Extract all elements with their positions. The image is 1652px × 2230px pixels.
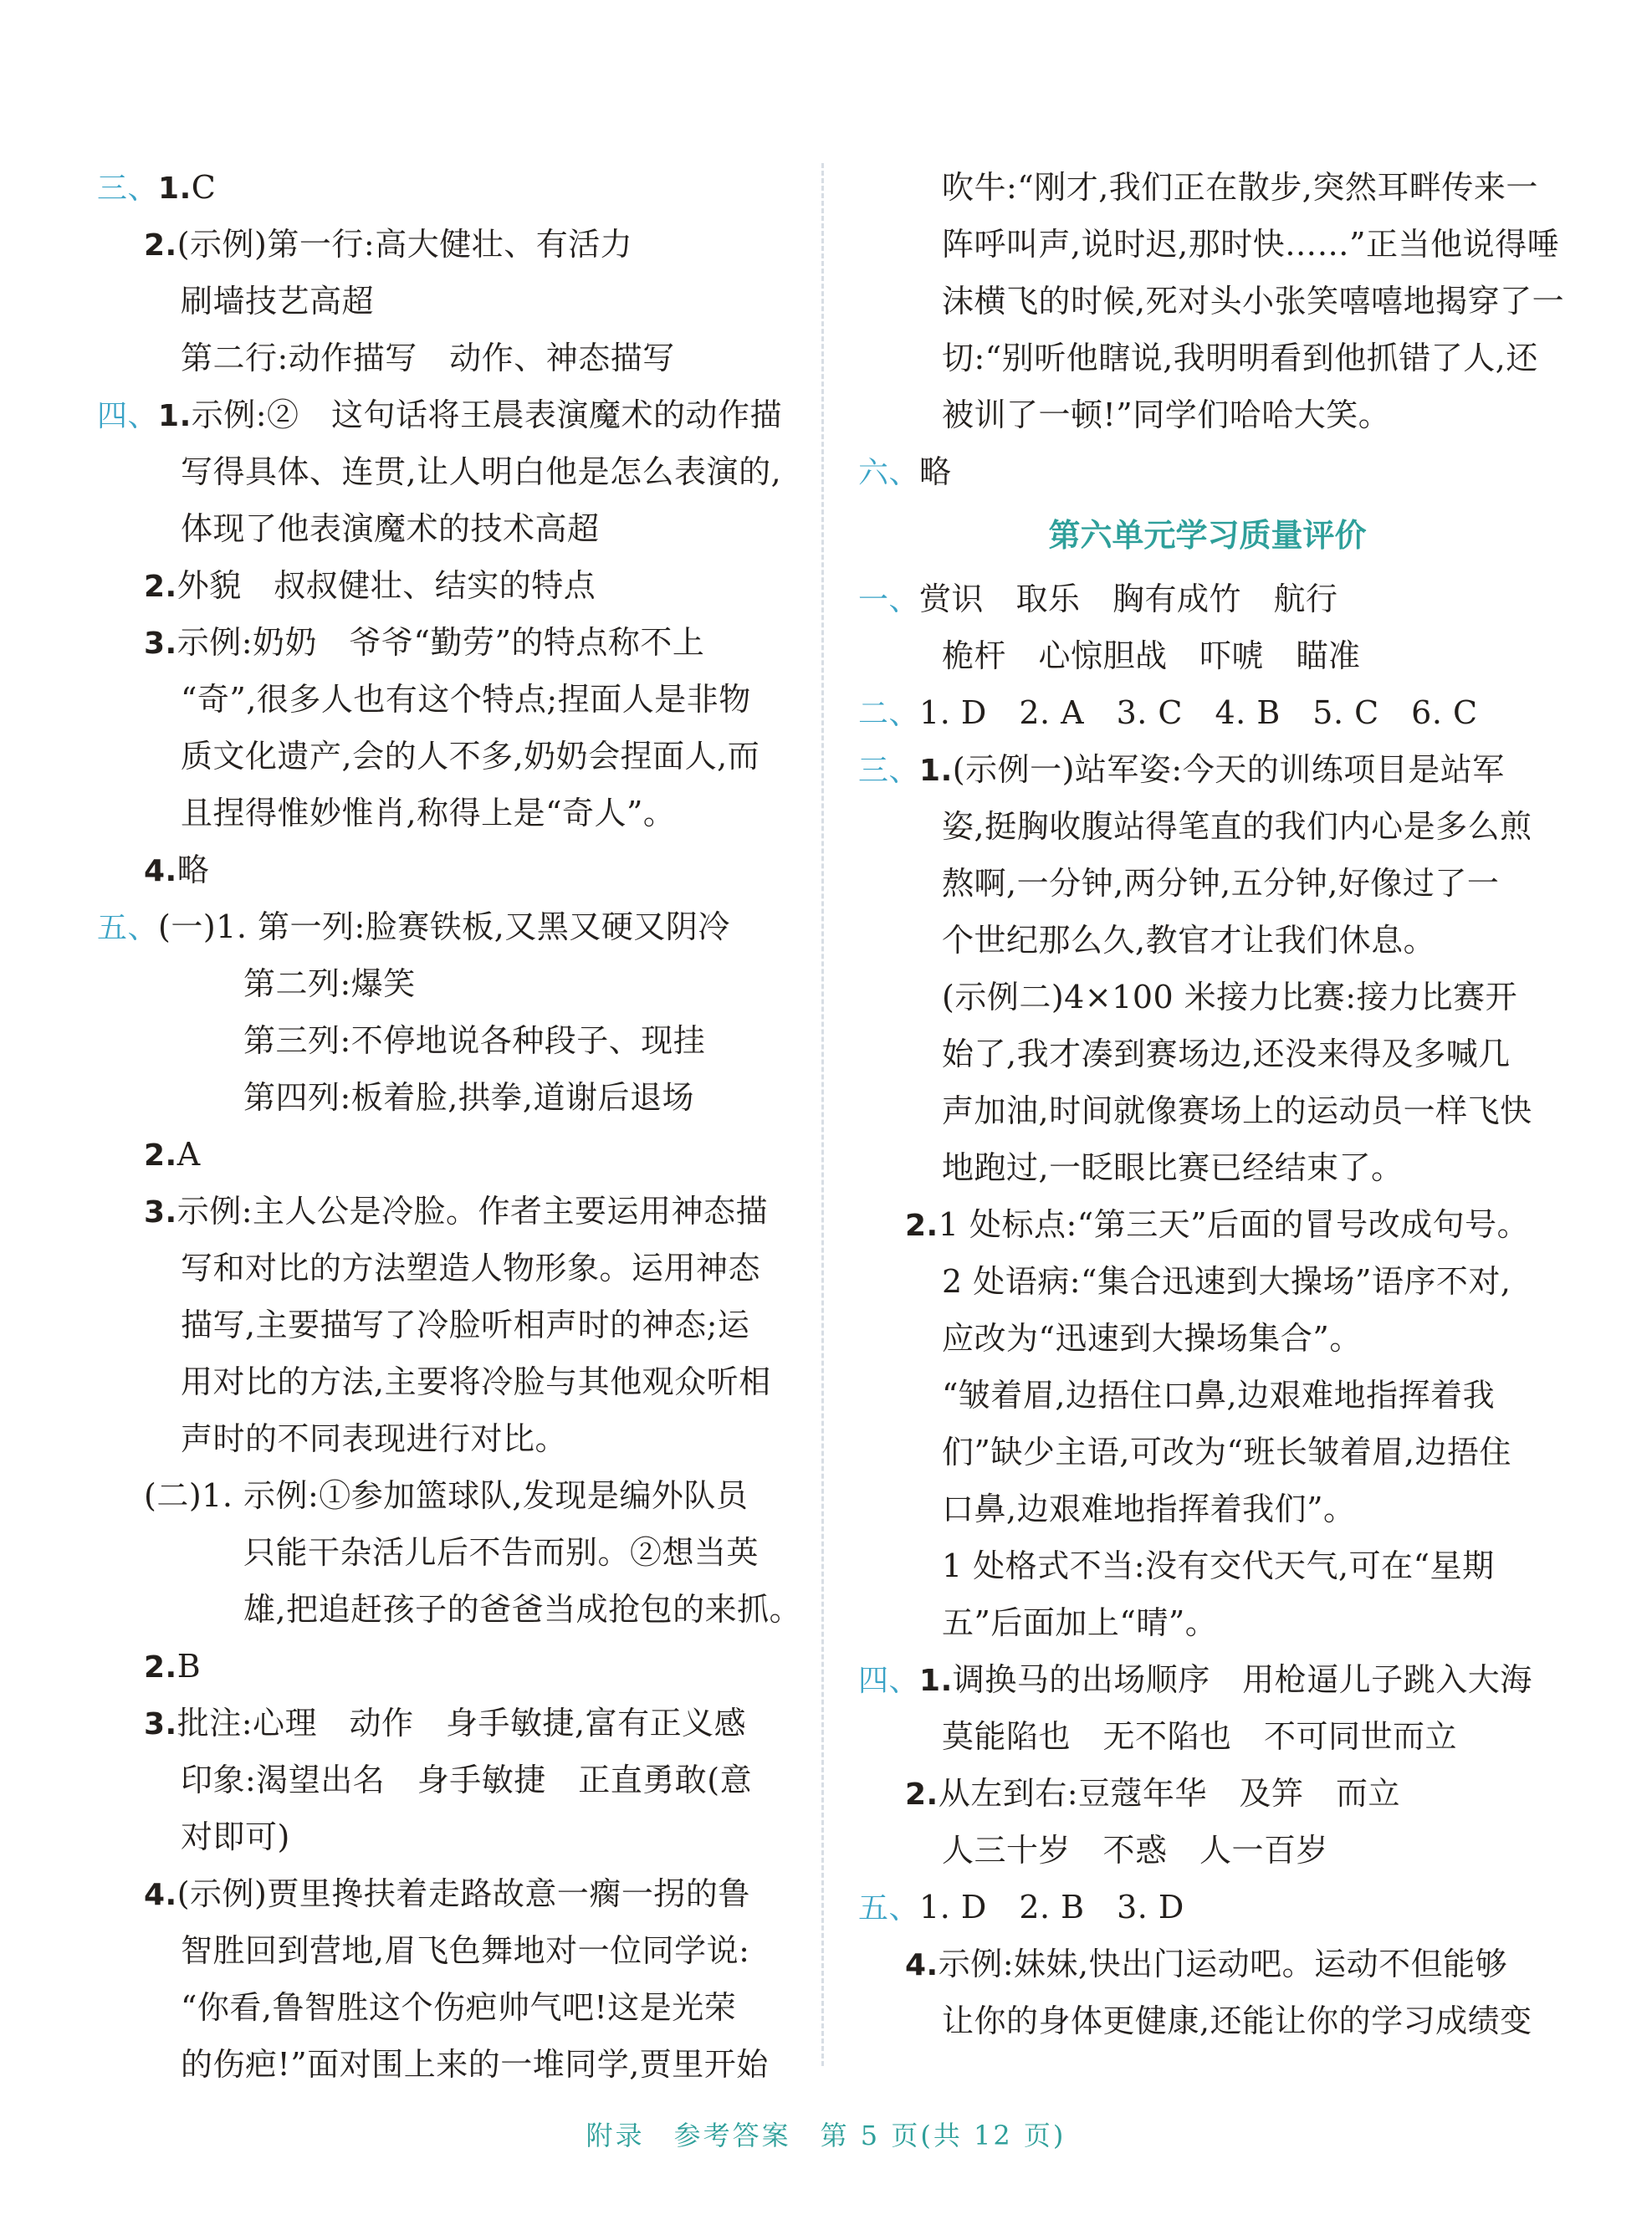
- answer-line: [97, 386, 791, 443]
- answer-text: 略: [919, 453, 952, 490]
- answer-line: [858, 1025, 1557, 1082]
- right-column-answers: [858, 570, 1557, 2049]
- answer-line: [97, 785, 791, 841]
- question-number: 2.: [905, 1209, 939, 1243]
- answer-text: 1. D 2. A 3. C 4. B 5. C 6. C: [919, 694, 1478, 731]
- answer-text: “皱着眉,边捂住口鼻,边艰难地指挥着我: [942, 1377, 1496, 1414]
- answer-text: 人三十岁 不惑 人一百岁: [942, 1832, 1329, 1869]
- answer-line: [97, 898, 791, 955]
- answer-text: 阵呼叫声,说时迟,那时快……”正当他说得唾: [942, 226, 1560, 263]
- answer-text: (示例)第一行:高大健壮、有活力: [176, 226, 633, 263]
- answer-line: [97, 273, 791, 330]
- answer-line: [858, 1082, 1557, 1139]
- answer-line: [858, 1424, 1557, 1481]
- answer-text: 只能干杂活儿后不告而别。②想当英: [243, 1534, 760, 1571]
- answer-text: C: [191, 169, 217, 206]
- answer-line: [858, 969, 1557, 1025]
- answer-line: [858, 1879, 1557, 1936]
- answer-line: [97, 1069, 791, 1126]
- answer-text: 体现了他表演魔术的技术高超: [181, 510, 600, 547]
- answer-text: 姿,挺胸收腹站得笔直的我们内心是多么煎: [942, 808, 1532, 845]
- answer-line: [97, 159, 791, 216]
- answer-text: 外貌 叔叔健壮、结实的特点: [176, 567, 596, 604]
- answer-line: [97, 1467, 791, 1524]
- answer-text: 五”后面加上“晴”。: [942, 1604, 1218, 1641]
- answer-line: [858, 1594, 1557, 1651]
- question-number: 2.: [144, 570, 177, 604]
- right-column-continued: [858, 159, 1565, 500]
- answer-text: (示例)贾里搀扶着走路故意一瘸一拐的鲁: [176, 1875, 750, 1912]
- answer-text: 让你的身体更健康,还能让你的学习成绩变: [942, 2002, 1532, 2039]
- answer-line: [97, 1695, 791, 1752]
- question-number: 2.: [144, 1138, 177, 1173]
- answer-line: [858, 1537, 1557, 1594]
- answer-line: [97, 955, 791, 1012]
- answer-line: [858, 330, 1557, 386]
- answer-text: 第三列:不停地说各种段子、现挂: [243, 1022, 706, 1059]
- answer-line: [858, 1481, 1557, 1537]
- question-number: 2.: [905, 1777, 939, 1812]
- answer-line: [858, 273, 1565, 330]
- answer-text: 1 处标点:“第三天”后面的冒号改成句号。: [938, 1206, 1530, 1243]
- answer-line: [97, 728, 791, 785]
- answer-text: “奇”,很多人也有这个特点;捏面人是非物: [181, 681, 751, 718]
- answer-line: [858, 1936, 1557, 1992]
- answer-line: [858, 855, 1557, 912]
- section-number: 二、: [858, 697, 920, 731]
- answer-line: [858, 1822, 1557, 1879]
- answer-text: 质文化遗产,会的人不多,奶奶会捏面人,而: [181, 738, 760, 775]
- answer-line: [858, 443, 1557, 500]
- answer-text: 用对比的方法,主要将冷脸与其他观众听相: [181, 1363, 771, 1400]
- answer-text: (示例一)站军姿:今天的训练项目是站军: [952, 751, 1505, 788]
- answer-line: [97, 1581, 802, 1638]
- answer-text: 示例:妹妹,快出门运动吧。运动不但能够: [938, 1946, 1508, 1982]
- answer-text: 地跑过,一眨眼比赛已经结束了。: [942, 1149, 1404, 1186]
- section-number: 五、: [858, 1891, 920, 1926]
- answer-text: 示例:② 这句话将王晨表演魔术的动作描: [191, 396, 783, 433]
- answer-line: [858, 798, 1557, 855]
- answer-text: B: [176, 1648, 202, 1685]
- answer-text: 批注:心理 动作 身手敏捷,富有正义感: [176, 1705, 747, 1742]
- answer-text: 熬啊,一分钟,两分钟,五分钟,好像过了一: [942, 865, 1500, 902]
- answer-line: [97, 1183, 791, 1240]
- answer-line: [97, 671, 791, 728]
- answer-text: (一)1. 第一列:脸赛铁板,又黑又硬又阴冷: [158, 908, 730, 945]
- answer-text: 沫横飞的时候,死对头小张笑嘻嘻地揭穿了一: [942, 283, 1565, 320]
- question-number: 4.: [144, 854, 177, 888]
- answer-line: [97, 614, 791, 671]
- answer-line: [97, 1410, 791, 1467]
- answer-line: [858, 1253, 1557, 1310]
- answer-text: 描写,主要描写了冷脸听相声时的神态;运: [181, 1307, 750, 1343]
- answer-text: 1 处格式不当:没有交代天气,可在“星期: [942, 1547, 1495, 1584]
- answer-text: 第二列:爆笑: [243, 965, 416, 1002]
- question-number: 3.: [144, 627, 177, 661]
- answer-text: 口鼻,边艰难地指挥着我们”。: [942, 1491, 1356, 1527]
- answer-text: 调换马的出场顺序 用枪逼儿子跳入大海: [952, 1661, 1532, 1698]
- answer-text: 吹牛:“刚才,我们正在散步,突然耳畔传来一: [942, 169, 1538, 206]
- answer-text: A: [176, 1136, 201, 1173]
- question-number: 4.: [905, 1948, 939, 1982]
- answer-line: [97, 2036, 791, 2093]
- answer-text: 智胜回到营地,眉飞色舞地对一位同学说:: [181, 1932, 750, 1969]
- answer-line: [97, 1297, 791, 1353]
- answer-line: [858, 1139, 1557, 1196]
- question-number: 4.: [144, 1878, 177, 1912]
- answer-text: 始了,我才凑到赛场边,还没来得及多喊几: [942, 1036, 1511, 1072]
- answer-text: 印象:渴望出名 身手敏捷 正直勇敢(意: [181, 1762, 753, 1798]
- answer-text: 声加油,时间就像赛场上的运动员一样飞快: [942, 1092, 1532, 1129]
- answer-line: [97, 1012, 791, 1069]
- answer-line: [97, 1752, 791, 1808]
- answer-line: [858, 159, 1557, 216]
- right-column: [858, 159, 1565, 2049]
- question-number: 2.: [144, 228, 177, 263]
- answer-line: [97, 500, 791, 557]
- answer-line: [97, 216, 791, 273]
- question-number: 1.: [158, 171, 192, 206]
- answer-line: [97, 557, 791, 614]
- answer-line: [97, 841, 791, 898]
- answer-line: [97, 1126, 791, 1183]
- answer-text: 对即可): [181, 1818, 290, 1855]
- answer-line: [97, 1353, 791, 1410]
- column-divider: [821, 163, 824, 2066]
- answer-text: 刷墙技艺高超: [181, 283, 375, 320]
- section-number: 三、: [858, 754, 920, 788]
- answer-text: 第四列:板着脸,拱拳,道谢后退场: [243, 1079, 694, 1116]
- answer-text: 切:“别听他瞎说,我明明看到他抓错了人,还: [942, 340, 1538, 376]
- answer-text: 雄,把追赶孩子的爸爸当成抢包的来抓。: [243, 1591, 802, 1628]
- answer-line: [97, 1638, 791, 1695]
- answer-line: [858, 1196, 1557, 1253]
- answer-text: 略: [176, 852, 210, 888]
- answer-line: [858, 1310, 1557, 1367]
- answer-line: [97, 1979, 791, 2036]
- section-number: 一、: [858, 583, 920, 617]
- answer-line: [858, 386, 1557, 443]
- answer-line: [858, 1992, 1557, 2049]
- answer-text: 被训了一顿!”同学们哈哈大笑。: [942, 396, 1391, 433]
- answer-text: 莫能陷也 无不陷也 不可同世而立: [942, 1718, 1458, 1755]
- answer-line: [97, 330, 791, 386]
- answer-line: [858, 627, 1557, 684]
- question-number: 3.: [144, 1707, 177, 1742]
- answer-text: “你看,鲁智胜这个伤疤帅气吧!这是光荣: [181, 1989, 737, 2026]
- page-footer: 附录 参考答案 第 5 页(共 12 页): [586, 2120, 1066, 2151]
- section-number: 五、: [97, 911, 159, 945]
- answer-line: [97, 1524, 791, 1581]
- answer-text: 声时的不同表现进行对比。: [181, 1420, 568, 1457]
- answer-text: 赏识 取乐 胸有成竹 航行: [919, 581, 1338, 617]
- left-column: [97, 159, 802, 2093]
- question-number: 1.: [919, 1664, 953, 1698]
- answer-line: [97, 443, 791, 500]
- section-number: 四、: [97, 399, 159, 433]
- section-number: 三、: [97, 171, 159, 206]
- answer-text: 写和对比的方法塑造人物形象。运用神态: [181, 1250, 761, 1286]
- answer-line: [858, 1708, 1557, 1765]
- answer-text: (示例二)4×100 米接力比赛:接力比赛开: [942, 979, 1518, 1015]
- answer-line: [97, 1240, 791, 1297]
- answer-line: [97, 1865, 791, 1922]
- answer-line: [858, 570, 1557, 627]
- answer-line: [858, 1651, 1557, 1708]
- question-number: 2.: [144, 1650, 177, 1685]
- answer-text: 桅杆 心惊胆战 吓唬 瞄准: [942, 637, 1361, 674]
- answer-text: (二)1. 示例:①参加篮球队,发现是编外队员: [144, 1477, 749, 1514]
- answer-text: 示例:主人公是冷脸。作者主要运用神态描: [176, 1193, 769, 1230]
- question-number: 1.: [919, 754, 953, 788]
- answer-line: [858, 741, 1557, 798]
- question-number: 1.: [158, 399, 192, 433]
- answer-text: 2 处语病:“集合迅速到大操场”语序不对,: [942, 1263, 1511, 1300]
- answer-text: 应改为“迅速到大操场集合”。: [942, 1320, 1362, 1357]
- answer-line: [858, 216, 1560, 273]
- answer-line: [858, 1765, 1557, 1822]
- answer-line: [97, 1922, 791, 1979]
- answer-text: 且捏得惟妙惟肖,称得上是“奇人”。: [181, 795, 676, 831]
- answer-text: 写得具体、连贯,让人明白他是怎么表演的,: [181, 453, 782, 490]
- answer-line: [858, 1367, 1557, 1424]
- answer-line: [858, 912, 1557, 969]
- answer-text: 个世纪那么久,教官才让我们休息。: [942, 922, 1436, 959]
- answer-text: 示例:奶奶 爷爷“勤劳”的特点称不上: [176, 624, 705, 661]
- answer-text: 1. D 2. B 3. D: [919, 1889, 1184, 1926]
- answer-line: [858, 684, 1557, 741]
- answer-text: 从左到右:豆蔻年华 及笄 而立: [938, 1775, 1401, 1812]
- answer-text: 的伤疤!”面对围上来的一堆同学,贾里开始: [181, 2046, 769, 2083]
- answer-text: 们”缺少主语,可改为“班长皱着眉,边捂住: [942, 1434, 1512, 1470]
- answer-line: [97, 1808, 791, 1865]
- answer-text: 第二行:动作描写 动作、神态描写: [181, 340, 675, 376]
- section-number: 四、: [858, 1664, 920, 1698]
- question-number: 3.: [144, 1195, 177, 1230]
- section-title: 第六单元学习质量评价: [1048, 517, 1367, 554]
- section-number: 六、: [858, 456, 920, 490]
